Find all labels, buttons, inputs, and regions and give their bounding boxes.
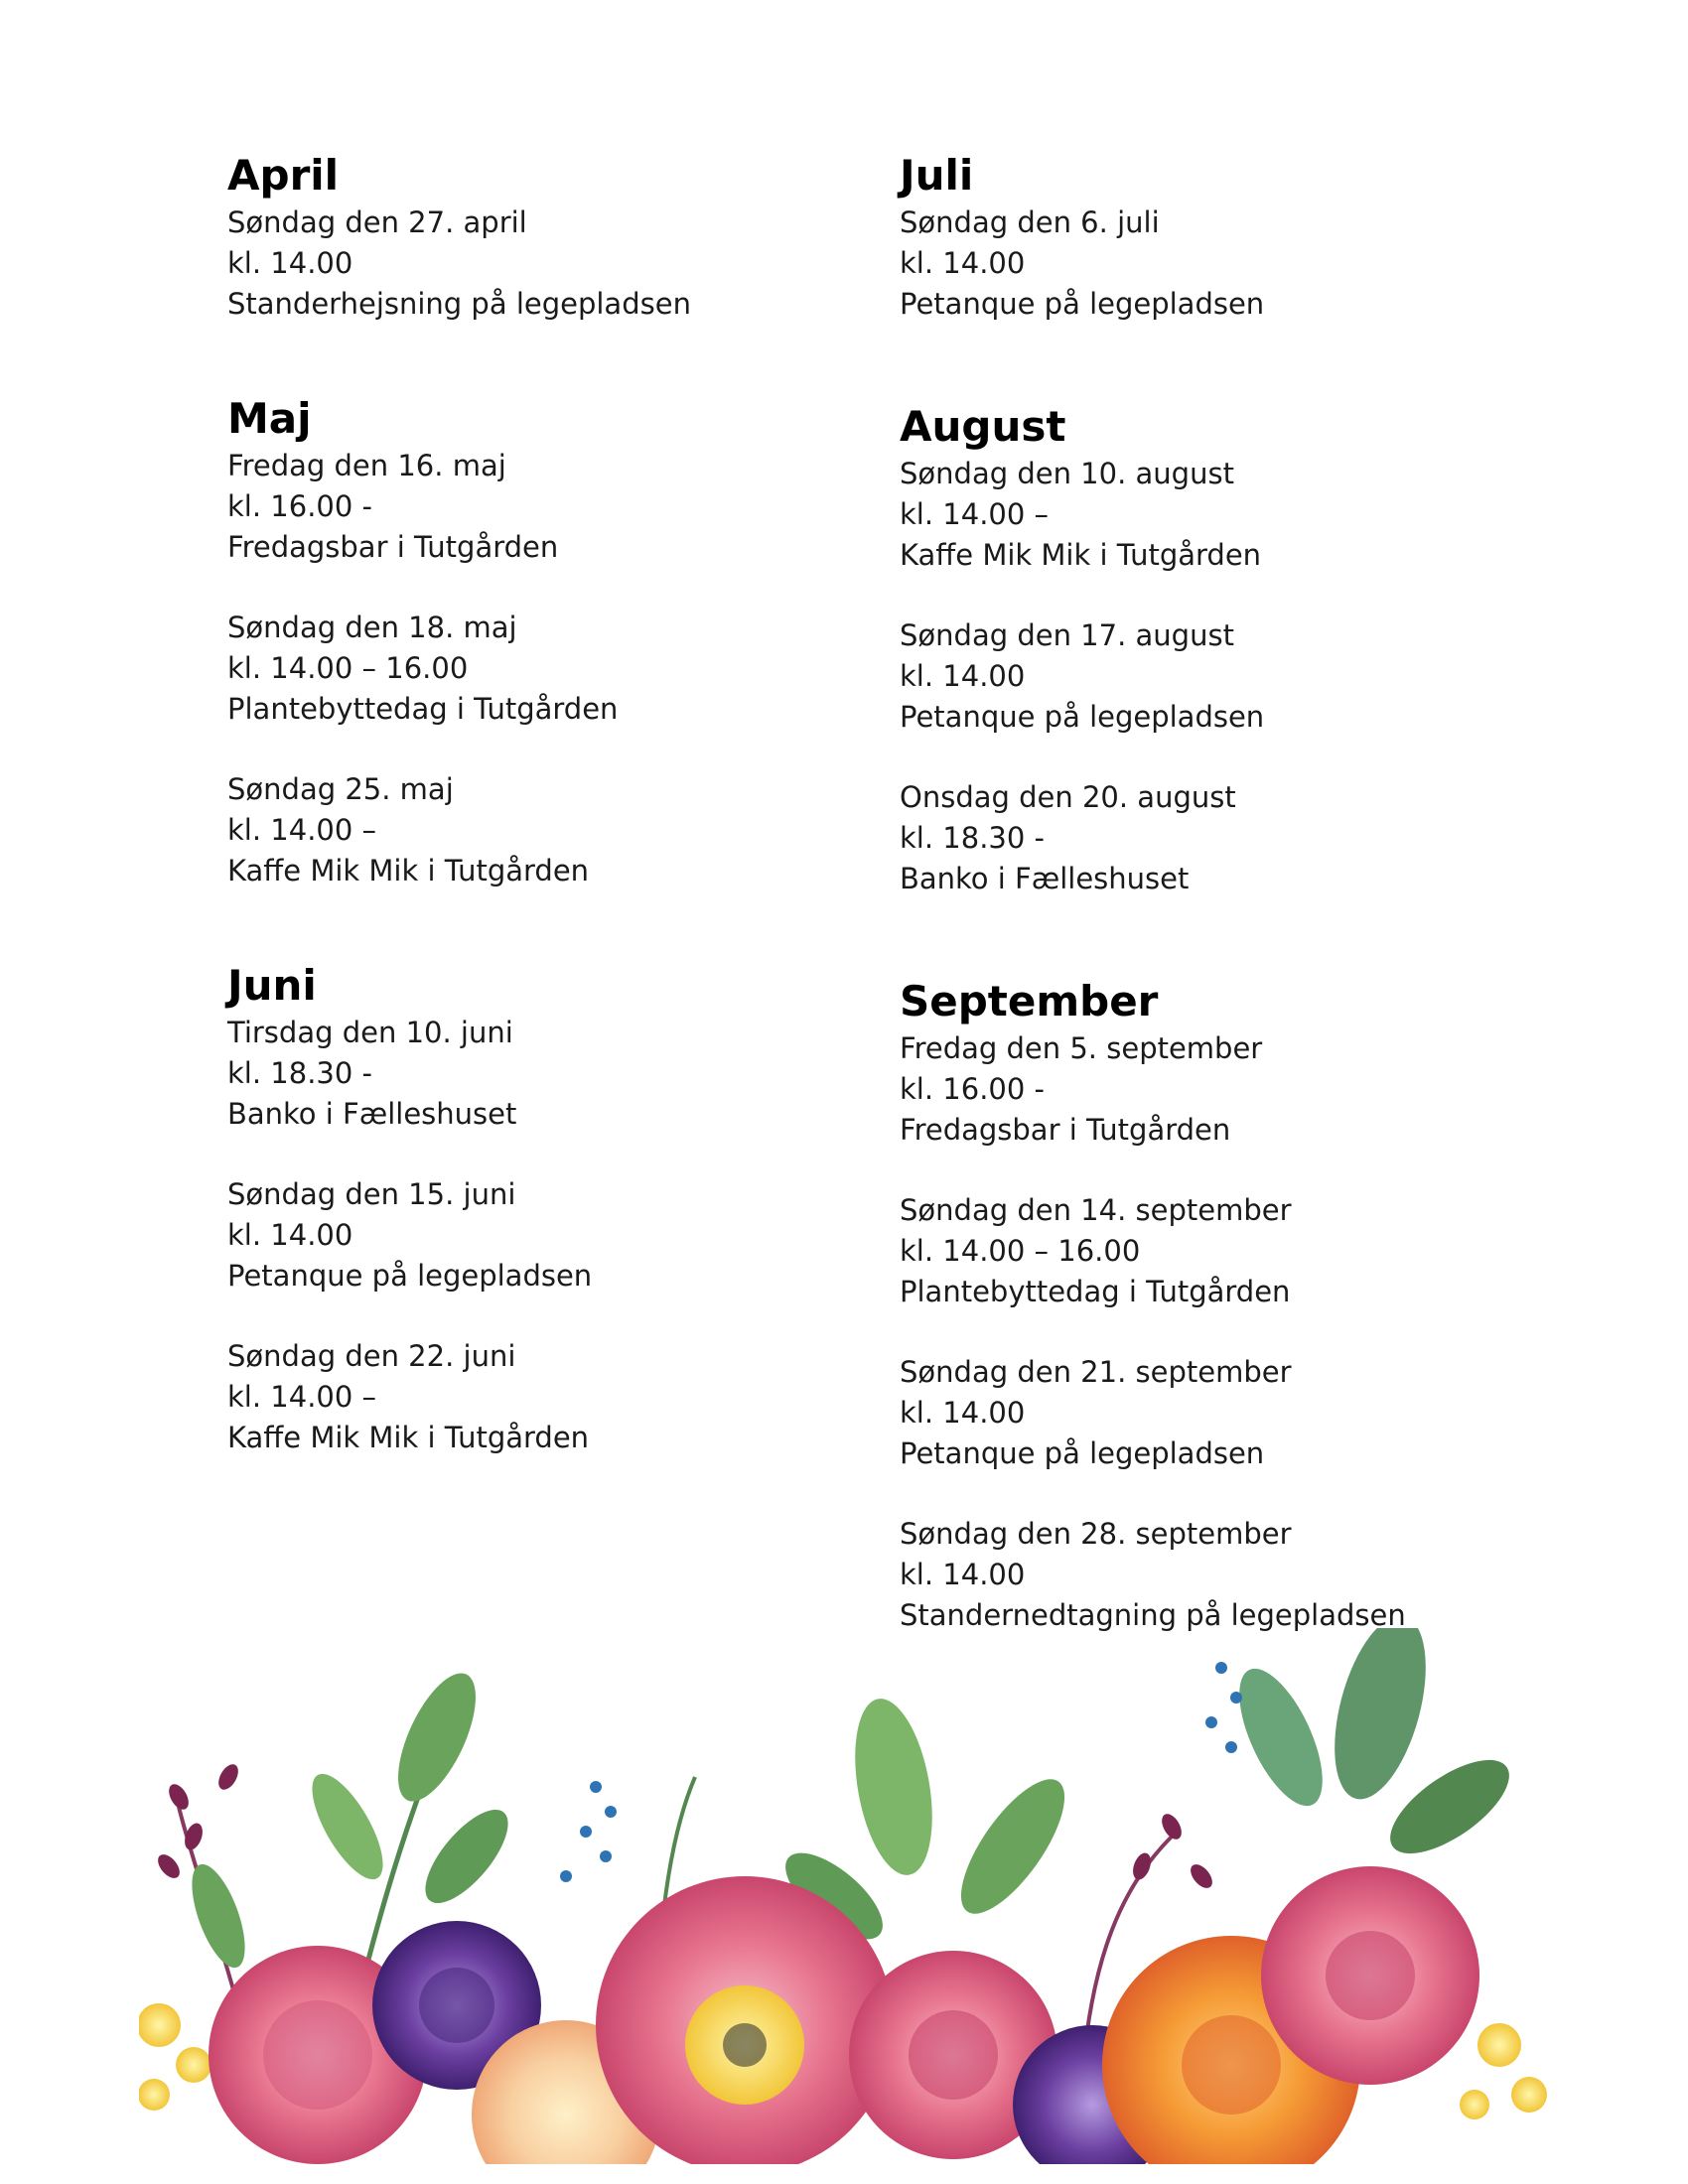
event-entry — [900, 777, 1535, 899]
event-entry — [900, 1514, 1535, 1636]
event-entry — [900, 1352, 1535, 1474]
event-time: kl. 14.00 — [900, 1396, 1026, 1430]
event-date: Søndag den 18. maj — [227, 611, 517, 644]
event-activity: Petanque på legepladsen — [900, 287, 1265, 321]
month-heading: August — [900, 402, 1066, 451]
event-date: Søndag den 27. april — [227, 205, 527, 239]
event-time: kl. 14.00 — [900, 659, 1026, 693]
schedule-column-left — [227, 149, 863, 1458]
month-juli — [900, 149, 1535, 325]
event-time: kl. 14.00 – 16.00 — [227, 651, 469, 685]
event-activity: Kaffe Mik Mik i Tutgården — [227, 854, 590, 887]
event-activity: Fredagsbar i Tutgården — [900, 1113, 1231, 1147]
event-date: Søndag den 10. august — [900, 457, 1234, 490]
event-date: Søndag den 15. juni — [227, 1177, 516, 1211]
month-heading: Juni — [227, 961, 317, 1010]
event-date: Søndag den 22. juni — [227, 1339, 516, 1373]
event-time: kl. 14.00 – 16.00 — [900, 1234, 1141, 1268]
event-entry — [227, 608, 863, 730]
event-activity: Kaffe Mik Mik i Tutgården — [227, 1421, 590, 1454]
event-activity: Petanque på legepladsen — [900, 1436, 1265, 1470]
event-activity: Fredagsbar i Tutgården — [227, 530, 559, 564]
event-date: Søndag den 17. august — [900, 618, 1234, 652]
event-entry — [900, 1190, 1535, 1312]
event-activity: Kaffe Mik Mik i Tutgården — [900, 538, 1262, 572]
event-time: kl. 16.00 - — [227, 489, 372, 523]
event-time: kl. 14.00 — [900, 1558, 1026, 1591]
month-august — [900, 400, 1535, 899]
event-time: kl. 18.30 - — [900, 821, 1045, 855]
month-heading: April — [227, 151, 340, 200]
event-entry — [227, 1336, 863, 1458]
event-time: kl. 14.00 — [227, 246, 353, 280]
event-entry — [900, 454, 1535, 576]
event-date: Søndag 25. maj — [227, 772, 454, 806]
event-date: Søndag den 21. september — [900, 1355, 1292, 1389]
month-heading: September — [900, 977, 1159, 1025]
event-activity: Petanque på legepladsen — [900, 700, 1265, 734]
event-activity: Banko i Fælleshuset — [227, 1097, 517, 1131]
event-activity: Plantebyttedag i Tutgården — [900, 1275, 1291, 1308]
event-entry — [900, 203, 1535, 325]
event-entry — [227, 203, 863, 325]
month-juni — [227, 959, 863, 1458]
event-date: Onsdag den 20. august — [900, 780, 1236, 814]
flower-border-illustration — [139, 1628, 1549, 2164]
event-entry — [227, 1013, 863, 1135]
month-heading: Juli — [900, 151, 974, 200]
event-time: kl. 16.00 - — [900, 1072, 1045, 1106]
event-date: Søndag den 14. september — [900, 1193, 1292, 1227]
month-september — [900, 975, 1535, 1636]
event-activity: Standernedtagning på legepladsen — [900, 1598, 1406, 1632]
month-april — [227, 149, 863, 325]
event-entry — [227, 1174, 863, 1297]
event-entry — [900, 1028, 1535, 1151]
event-date: Fredag den 5. september — [900, 1031, 1263, 1065]
event-date: Tirsdag den 10. juni — [227, 1016, 513, 1049]
event-activity: Plantebyttedag i Tutgården — [227, 692, 619, 726]
event-time: kl. 14.00 — [900, 246, 1026, 280]
event-entry — [227, 446, 863, 568]
event-entry — [227, 769, 863, 891]
schedule-column-right — [900, 149, 1535, 1636]
event-time: kl. 14.00 – — [900, 497, 1050, 531]
event-activity: Banko i Fælleshuset — [900, 862, 1190, 895]
event-time: kl. 18.30 - — [227, 1056, 372, 1090]
event-date: Søndag den 6. juli — [900, 205, 1160, 239]
month-maj — [227, 392, 863, 891]
month-heading: Maj — [227, 394, 312, 443]
event-date: Fredag den 16. maj — [227, 449, 506, 482]
event-date: Søndag den 28. september — [900, 1517, 1292, 1551]
event-activity: Standerhejsning på legepladsen — [227, 287, 691, 321]
event-time: kl. 14.00 – — [227, 813, 377, 847]
event-activity: Petanque på legepladsen — [227, 1259, 593, 1293]
event-time: kl. 14.00 – — [227, 1380, 377, 1414]
event-time: kl. 14.00 — [227, 1218, 353, 1252]
event-entry — [900, 615, 1535, 738]
